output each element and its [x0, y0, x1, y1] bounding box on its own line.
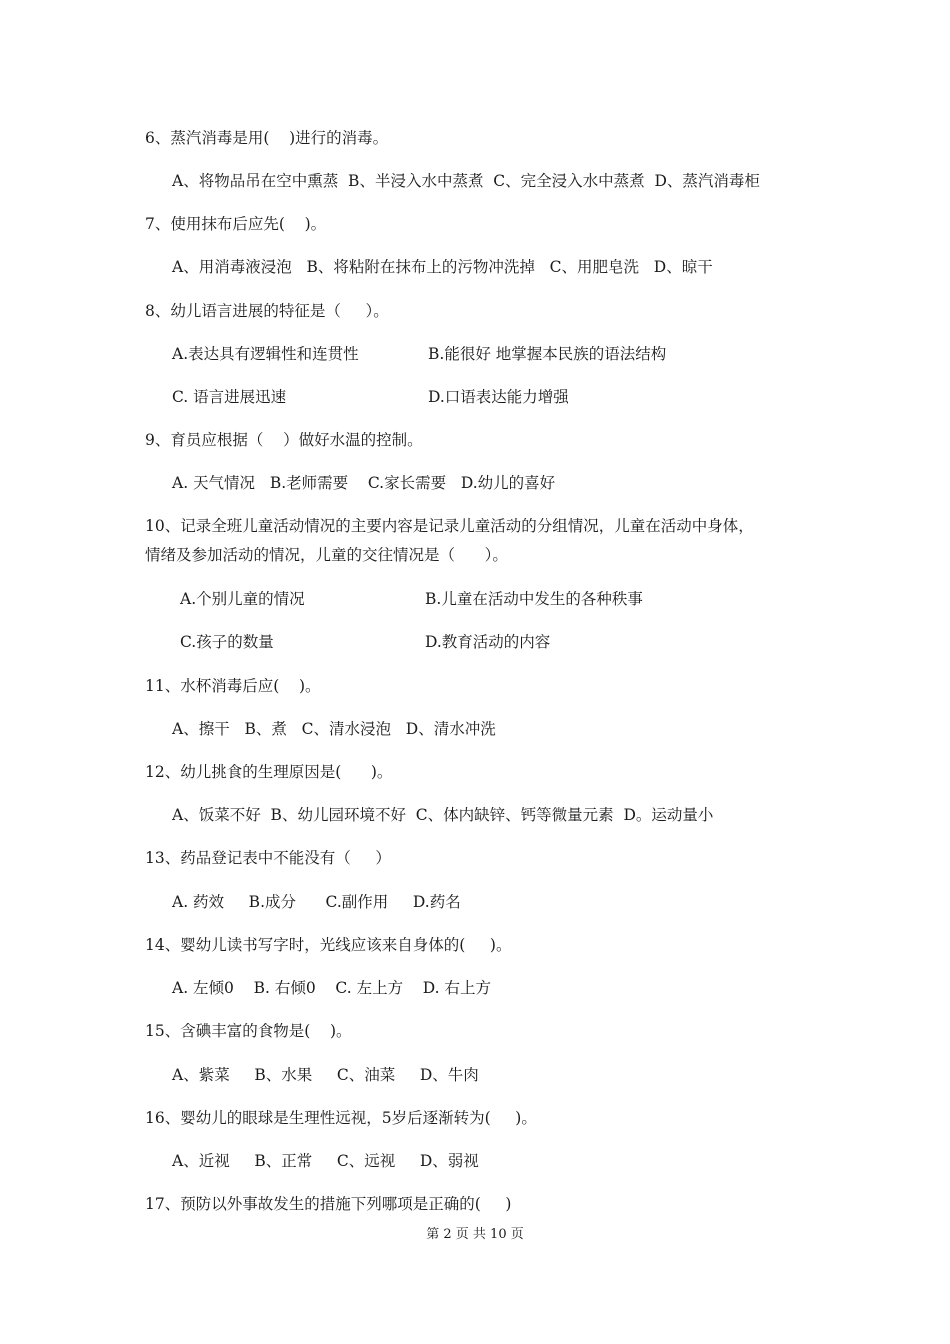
- question-17-stem: 17、预防以外事故发生的措施下列哪项是正确的( ): [145, 1195, 512, 1213]
- question-9-stem: 9、育员应根据（ ）做好水温的控制。: [145, 431, 423, 449]
- question-10-stem-line-2: 情绪及参加活动的情况，儿童的交往情况是（ ）。: [145, 546, 508, 564]
- question-8-option-b: B.能很好 地掌握本民族的语法结构: [428, 345, 667, 363]
- question-6-stem: 6、蒸汽消毒是用( )进行的消毒。: [145, 129, 389, 147]
- question-7-options: A、用消毒液浸泡 B、将粘附在抹布上的污物冲洗掉 C、用肥皂洗 D、晾干: [172, 258, 713, 276]
- question-12-stem: 12、幼儿挑食的生理原因是( )。: [145, 763, 393, 781]
- question-14-stem: 14、婴幼儿读书写字时，光线应该来自身体的( )。: [145, 936, 512, 954]
- question-9-options: A. 天气情况 B.老师需要 C.家长需要 D.幼儿的喜好: [172, 474, 556, 492]
- question-15-stem: 15、含碘丰富的食物是( )。: [145, 1022, 352, 1040]
- page-footer: 第 2 页 共 10 页: [426, 1227, 524, 1242]
- question-15-options: A、紫菜 B、水果 C、油菜 D、牛肉: [172, 1066, 479, 1084]
- question-11-options: A、擦干 B、煮 C、清水浸泡 D、清水冲洗: [172, 720, 496, 738]
- question-14-options: A. 左倾0 B. 右倾0 C. 左上方 D. 右上方: [172, 979, 492, 997]
- question-10-option-d: D.教育活动的内容: [425, 633, 551, 651]
- question-13-options: A. 药效 B.成分 C.副作用 D.药名: [172, 893, 461, 911]
- question-8-option-a: A.表达具有逻辑性和连贯性: [172, 345, 359, 363]
- question-10-option-a: A.个别儿童的情况: [180, 590, 305, 608]
- question-16-options: A、近视 B、正常 C、远视 D、弱视: [172, 1152, 479, 1170]
- question-16-stem: 16、婴幼儿的眼球是生理性远视，5岁后逐渐转为( )。: [145, 1109, 537, 1127]
- question-8-option-d: D.口语表达能力增强: [428, 388, 569, 406]
- question-8-stem: 8、幼儿语言进展的特征是（ ）。: [145, 302, 389, 320]
- question-10-option-b: B.儿童在活动中发生的各种秩事: [425, 590, 643, 608]
- question-11-stem: 11、水杯消毒后应( )。: [145, 677, 321, 695]
- question-10-stem-line-1: 10、记录全班儿童活动情况的主要内容是记录儿童活动的分组情况，儿童在活动中身体，: [145, 517, 754, 535]
- question-8-option-c: C. 语言进展迅速: [172, 388, 287, 406]
- question-6-options: A、将物品吊在空中熏蒸 B、半浸入水中蒸煮 C、完全浸入水中蒸煮 D、蒸汽消毒柜: [172, 172, 760, 190]
- question-10-option-c: C.孩子的数量: [180, 633, 274, 651]
- question-7-stem: 7、使用抹布后应先( )。: [145, 215, 327, 233]
- question-12-options: A、饭菜不好 B、幼儿园环境不好 C、体内缺锌、钙等微量元素 D。运动量小: [172, 806, 714, 824]
- question-13-stem: 13、药品登记表中不能没有（ ）: [145, 849, 391, 867]
